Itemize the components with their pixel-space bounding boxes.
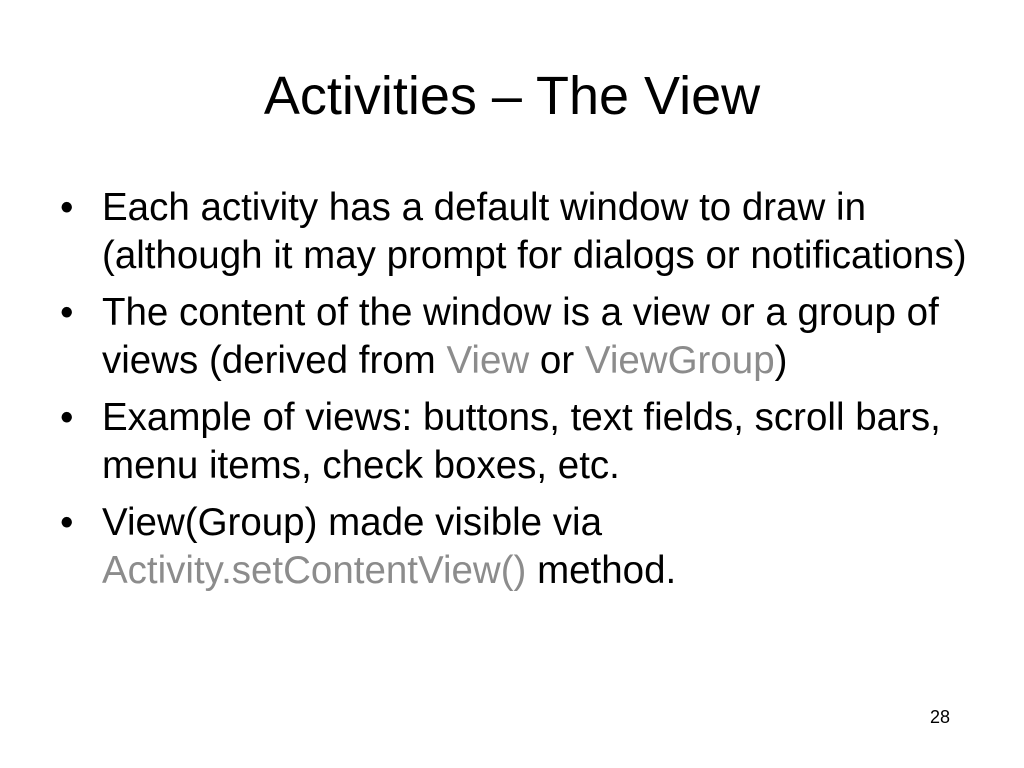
bullet-marker: • bbox=[60, 291, 74, 334]
bullet-marker: • bbox=[60, 396, 74, 439]
slide-title: Activities – The View bbox=[263, 66, 761, 126]
bullet-text: View(Group) made visible via bbox=[102, 501, 602, 544]
bullet-list bbox=[60, 184, 980, 604]
bullet-item bbox=[60, 289, 980, 385]
bullet-marker: • bbox=[60, 501, 74, 544]
bullet-text: or bbox=[529, 339, 585, 382]
code-term-view: View bbox=[446, 339, 530, 382]
page-number: 28 bbox=[930, 707, 951, 727]
bullet-marker: • bbox=[60, 186, 74, 229]
bullet-item bbox=[60, 499, 980, 595]
bullet-text: The content of the window is a view or a group of views (derived from bbox=[102, 291, 939, 382]
bullet-text: ) bbox=[774, 339, 788, 382]
code-term-viewgroup: ViewGroup bbox=[584, 339, 775, 382]
bullet-item bbox=[60, 394, 980, 490]
bullet-item bbox=[60, 184, 980, 280]
code-term-setcontentview: Activity.setContentView() bbox=[102, 549, 527, 592]
bullet-text: method. bbox=[526, 549, 677, 592]
bullet-text: Example of views: buttons, text fields, scroll bars, menu items, check boxes, etc. bbox=[102, 396, 941, 487]
bullet-text: Each activity has a default window to draw in (although it may prompt for dialogs or notifications) bbox=[102, 186, 967, 277]
